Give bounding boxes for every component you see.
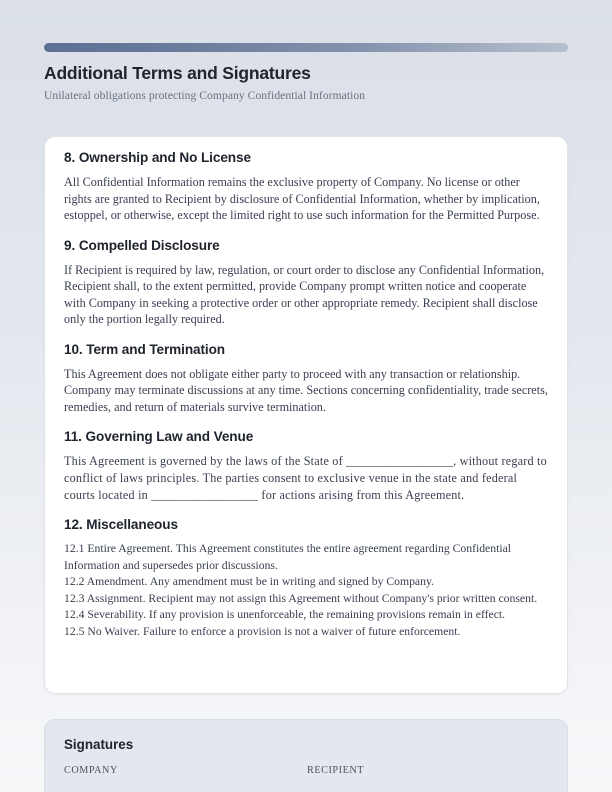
section-heading: 12. Miscellaneous bbox=[64, 517, 178, 533]
section-miscellaneous bbox=[64, 517, 550, 640]
section-heading: 11. Governing Law and Venue bbox=[64, 429, 254, 445]
company-signature-label: COMPANY bbox=[64, 765, 118, 776]
list-item: 12.2 Amendment. Any amendment must be in writing and signed by Company. bbox=[64, 575, 434, 589]
page-subtitle: Unilateral obligations protecting Company Confidential Information bbox=[44, 89, 366, 102]
miscellaneous-clause-list bbox=[64, 541, 550, 640]
signature-columns bbox=[64, 765, 550, 776]
section-body: This Agreement is governed by the laws of the State of _________________, without regard to conflict of laws principles. The parties consent to exclusive venue in the state and federal courts located in _________________ for actions arising from this Agreement. bbox=[64, 454, 547, 502]
page-title: Additional Terms and Signatures bbox=[44, 63, 311, 83]
section-body: All Confidential Information remains the exclusive property of Company. No license or other rights are granted to Recipient by disclosure of Confidential Information, whether by implication, estoppel, or otherwise, except the limited right to use such information for the Permitted Purpose. bbox=[64, 175, 540, 223]
signatures-card bbox=[44, 719, 568, 792]
section-heading: 10. Term and Termination bbox=[64, 341, 226, 357]
section-body: If Recipient is required by law, regulation, or court order to disclose any Confidential Information, Recipient shall, to the extent permitted, provide Company prompt written notice and cooperate with Company in seeking a protective order or other appropriate remedy. Recipient shall disclose only the portion legally required. bbox=[64, 262, 545, 327]
list-item: 12.1 Entire Agreement. This Agreement constitutes the entire agreement regarding Confidential Information and supersedes prior discussions. bbox=[64, 542, 512, 572]
signature-column-company bbox=[64, 765, 307, 776]
section-heading: 9. Compelled Disclosure bbox=[64, 237, 220, 253]
section-term-and-termination bbox=[64, 342, 550, 416]
list-item: 12.4 Severability. If any provision is unenforceable, the remaining provisions remain in effect. bbox=[64, 608, 506, 622]
signature-column-recipient bbox=[307, 765, 550, 776]
terms-card bbox=[44, 136, 568, 694]
section-governing-law-and-venue bbox=[64, 429, 550, 503]
section-compelled-disclosure bbox=[64, 238, 550, 328]
section-body: This Agreement does not obligate either party to proceed with any transaction or relationship. Company may terminate discussions at any time. Sections concerning confidentiality, trade secrets, remedies, and return of materials survive termination. bbox=[64, 366, 548, 414]
list-item: 12.5 No Waiver. Failure to enforce a provision is not a waiver of future enforcement. bbox=[64, 624, 461, 638]
section-heading: 8. Ownership and No License bbox=[64, 150, 251, 165]
header-accent-bar bbox=[44, 43, 568, 52]
recipient-signature-label: RECIPIENT bbox=[307, 765, 365, 776]
terms-content bbox=[45, 137, 569, 640]
section-ownership-and-no-license bbox=[64, 150, 550, 224]
list-item: 12.3 Assignment. Recipient may not assign this Agreement without Company's prior written consent. bbox=[64, 591, 538, 605]
signatures-title: Signatures bbox=[64, 737, 134, 752]
